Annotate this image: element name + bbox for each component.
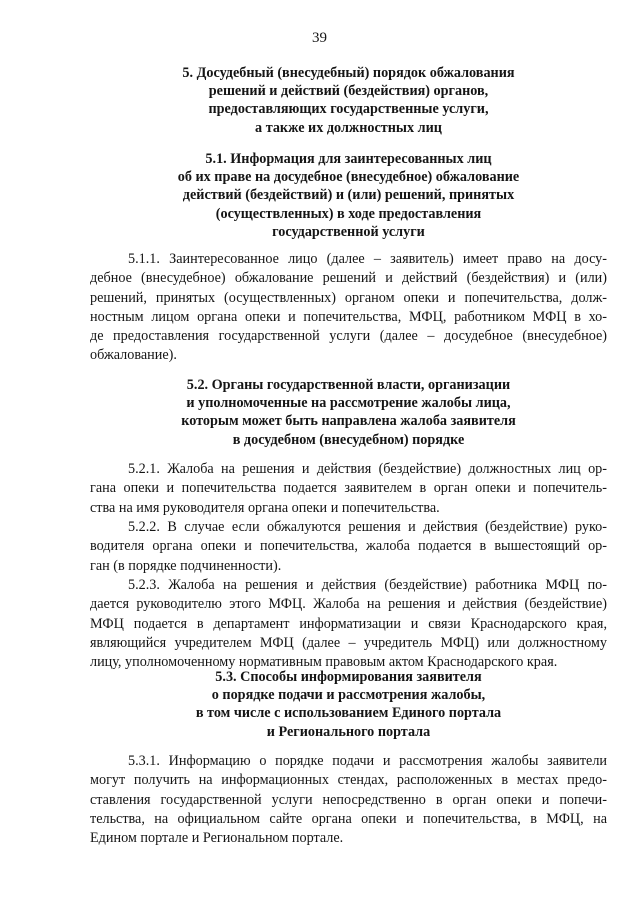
paragraph-5-3-1: [90, 752, 607, 848]
text-line: тельства, на официальном сайте органа опеки и попечительства, в МФЦ, на: [90, 810, 607, 827]
text-line: ностным лицом органа опеки и попечительства, МФЦ, работником МФЦ в хо-: [90, 308, 607, 325]
text-line: дебное (внесудебное) обжалование решений и действий (бездействия) и (или): [90, 270, 607, 287]
heading-line: (осуществленных) в ходе предоставления: [215, 205, 482, 222]
section-5-1-heading: [90, 150, 607, 241]
text-line: ства на имя руководителя органа опеки и попечительства.: [90, 499, 440, 516]
page-number: 39: [312, 30, 327, 46]
heading-line: которым может быть направлена жалоба заявителя: [181, 413, 516, 430]
text-line: являющийся учредителем МФЦ (далее – учредитель МФЦ) или должностному: [90, 634, 607, 651]
section-5-heading: [90, 64, 607, 137]
heading-line: 5. Досудебный (внесудебный) порядок обжалования: [182, 65, 515, 81]
text-line: МФЦ подается в департамент информатизации и связи Краснодарского края,: [90, 615, 607, 632]
paragraph-5-2-1: [90, 460, 607, 518]
text-line: де предоставления государственной услуги (далее – досудебное (внесудебное): [90, 328, 607, 345]
heading-line: 5.2. Органы государственной власти, организации: [186, 377, 511, 393]
text-line: 5.1.1. Заинтересованное лицо (далее – заявитель) имеет право на досу-: [128, 251, 607, 267]
text-line: обжалование).: [90, 347, 177, 364]
text-line: гана опеки и попечительства подается заявителем в орган опеки и попечитель-: [90, 480, 607, 497]
text-line: могут получить на информационных стендах, расположенных в местах предо-: [90, 772, 607, 789]
heading-line: предоставляющих государственные услуги,: [208, 101, 489, 118]
heading-line: 5.1. Информация для заинтересованных лиц: [205, 151, 492, 167]
text-line: ган (в порядке подчиненности).: [90, 557, 282, 574]
heading-line: о порядке подачи и рассмотрения жалобы,: [211, 687, 486, 704]
heading-line: об их праве на досудебное (внесудебное) обжалование: [177, 169, 520, 186]
heading-line: в досудебном (внесудебном) порядке: [232, 431, 465, 448]
paragraph-5-2-2: [90, 518, 607, 576]
text-line: водителя органа опеки и попечительства, жалоба подается в вышестоящий ор-: [90, 538, 607, 555]
section-5-2-heading: [90, 376, 607, 449]
text-line: Едином портале и Региональном портале.: [90, 830, 344, 847]
heading-line: государственной услуги: [272, 223, 425, 240]
text-line: ставления государственной услуги непосредственно в орган опеки и попечи-: [90, 791, 607, 808]
text-line: 5.2.3. Жалоба на решения и действия (бездействие) работника МФЦ по-: [128, 577, 607, 593]
heading-line: а также их должностных лиц: [255, 119, 442, 136]
paragraph-5-2-3: [90, 576, 607, 672]
heading-line: и Регионального портала: [266, 723, 431, 740]
heading-line: и уполномоченные на рассмотрение жалобы лица,: [186, 395, 511, 412]
text-line: 5.2.2. В случае если обжалуются решения и действия (бездействие) руко-: [128, 519, 607, 535]
section-5-3-heading: [90, 668, 607, 741]
paragraph-5-1-1: [90, 250, 607, 366]
text-line: решений, принятых (осуществленных) органом опеки и попечительства, долж-: [90, 289, 607, 306]
heading-line: решений и действий (бездействия) органов,: [208, 83, 489, 100]
heading-line: 5.3. Способы информирования заявителя: [215, 669, 482, 685]
text-line: 5.3.1. Информацию о порядке подачи и рассмотрения жалобы заявители: [128, 753, 607, 769]
heading-line: в том числе с использованием Единого портала: [195, 705, 502, 722]
text-line: дается руководителю этого МФЦ. Жалоба на решения и действия (бездействие): [90, 596, 607, 613]
text-line: 5.2.1. Жалоба на решения и действия (бездействие) должностных лиц ор-: [128, 461, 607, 477]
heading-line: действий (бездействий) и (или) решений, принятых: [182, 187, 515, 204]
text-line: лицу, уполномоченному нормативным правовым актом Краснодарского края.: [90, 654, 558, 671]
